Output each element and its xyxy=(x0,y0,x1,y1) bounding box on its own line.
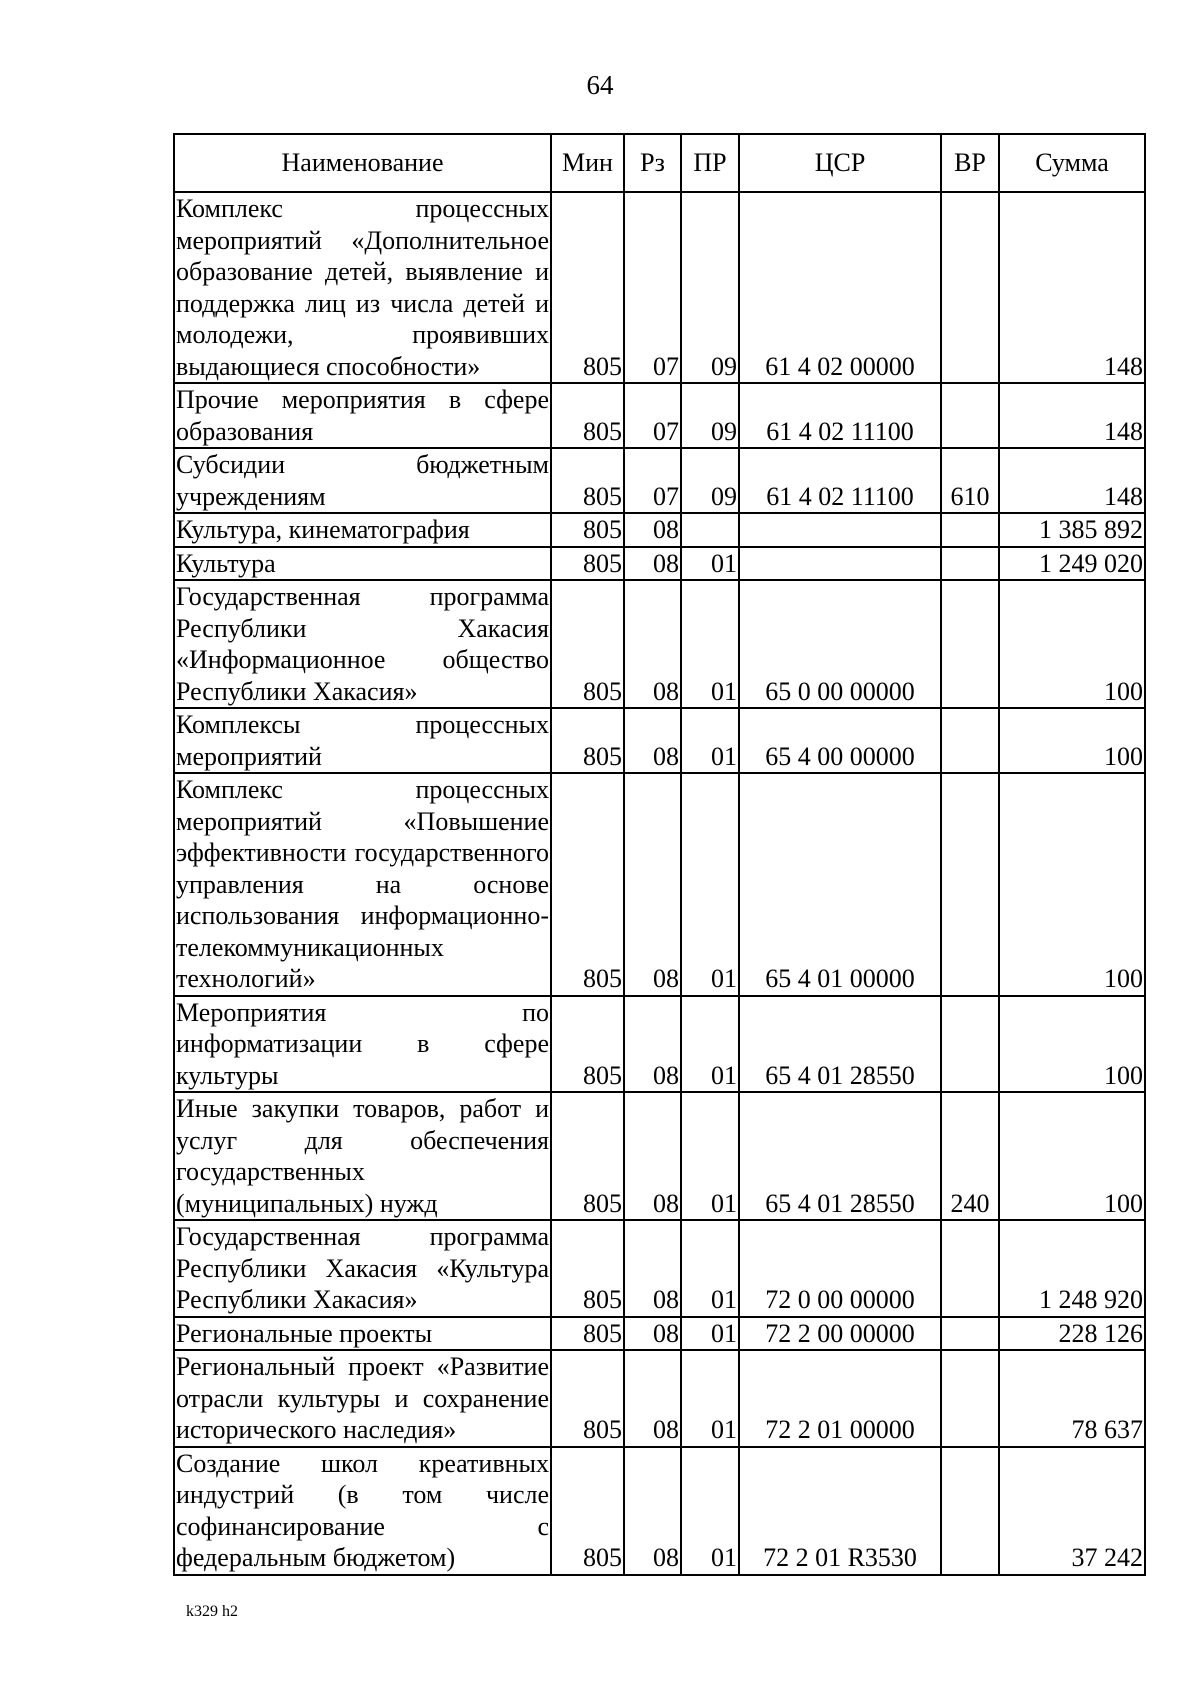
cell-min: 805 xyxy=(551,708,624,773)
cell-vr xyxy=(941,1220,999,1317)
cell-csr: 65 4 01 00000 xyxy=(739,773,941,996)
cell-vr xyxy=(941,708,999,773)
cell-sum: 78 637 xyxy=(999,1350,1145,1447)
cell-pr: 09 xyxy=(681,383,739,448)
cell-name: Культура xyxy=(174,547,551,581)
cell-vr: 240 xyxy=(941,1092,999,1220)
cell-pr: 01 xyxy=(681,996,739,1093)
cell-vr xyxy=(941,547,999,581)
cell-min: 805 xyxy=(551,1317,624,1351)
cell-csr: 72 0 00 00000 xyxy=(739,1220,941,1317)
cell-min: 805 xyxy=(551,773,624,996)
cell-sum: 148 xyxy=(999,448,1145,513)
table-row xyxy=(174,773,1145,996)
page-number: 64 xyxy=(586,70,614,100)
cell-vr xyxy=(941,996,999,1093)
cell-name: Комплекс процессных мероприятий «Дополнительное образование детей, выявление и поддержка лиц из числа детей и молодежи, проявивших выдающиеся способности» xyxy=(174,192,551,383)
table-row xyxy=(174,996,1145,1093)
cell-csr: 72 2 00 00000 xyxy=(739,1317,941,1351)
footer-code: k329 h2 xyxy=(186,1603,238,1620)
cell-name: Комплекс процессных мероприятий «Повышение эффективности государственного управления на основе использования информационно-телекоммуникационных технологий» xyxy=(174,773,551,996)
cell-vr xyxy=(941,580,999,708)
cell-csr: 61 4 02 00000 xyxy=(739,192,941,383)
table-row xyxy=(174,1350,1145,1447)
table-row xyxy=(174,1447,1145,1575)
cell-rz: 08 xyxy=(624,513,681,547)
cell-min: 805 xyxy=(551,513,624,547)
cell-rz: 08 xyxy=(624,580,681,708)
cell-sum: 1 248 920 xyxy=(999,1220,1145,1317)
cell-rz: 08 xyxy=(624,547,681,581)
cell-vr xyxy=(941,1350,999,1447)
table-row xyxy=(174,383,1145,448)
cell-pr: 01 xyxy=(681,547,739,581)
cell-name: Государственная программа Республики Хакасия «Информационное общество Республики Хакасия» xyxy=(174,580,551,708)
table-body xyxy=(174,192,1145,1575)
cell-csr: 72 2 01 R3530 xyxy=(739,1447,941,1575)
cell-csr xyxy=(739,513,941,547)
cell-csr: 65 4 00 00000 xyxy=(739,708,941,773)
cell-min: 805 xyxy=(551,192,624,383)
cell-csr: 61 4 02 11100 xyxy=(739,448,941,513)
cell-pr: 09 xyxy=(681,448,739,513)
cell-vr xyxy=(941,1447,999,1575)
cell-sum: 148 xyxy=(999,192,1145,383)
cell-csr: 72 2 01 00000 xyxy=(739,1350,941,1447)
cell-vr xyxy=(941,192,999,383)
cell-name: Региональный проект «Развитие отрасли культуры и сохранение исторического наследия» xyxy=(174,1350,551,1447)
budget-table xyxy=(173,133,1146,1576)
cell-name: Субсидии бюджетным учреждениям xyxy=(174,448,551,513)
cell-pr: 01 xyxy=(681,1317,739,1351)
cell-name: Региональные проекты xyxy=(174,1317,551,1351)
table-row xyxy=(174,708,1145,773)
header-sum: Сумма xyxy=(999,134,1145,192)
table-header-row xyxy=(174,134,1145,192)
cell-sum: 37 242 xyxy=(999,1447,1145,1575)
cell-min: 805 xyxy=(551,1220,624,1317)
table-row xyxy=(174,1092,1145,1220)
cell-sum: 148 xyxy=(999,383,1145,448)
header-min: Мин xyxy=(551,134,624,192)
cell-csr xyxy=(739,547,941,581)
cell-min: 805 xyxy=(551,1092,624,1220)
cell-min: 805 xyxy=(551,996,624,1093)
cell-vr xyxy=(941,383,999,448)
cell-name: Прочие мероприятия в сфере образования xyxy=(174,383,551,448)
cell-pr: 01 xyxy=(681,1220,739,1317)
cell-rz: 08 xyxy=(624,1220,681,1317)
cell-sum: 100 xyxy=(999,580,1145,708)
cell-rz: 08 xyxy=(624,1317,681,1351)
table-row xyxy=(174,1317,1145,1351)
cell-pr: 01 xyxy=(681,1447,739,1575)
table-row xyxy=(174,580,1145,708)
cell-pr: 01 xyxy=(681,1350,739,1447)
header-rz: Рз xyxy=(624,134,681,192)
cell-min: 805 xyxy=(551,448,624,513)
cell-min: 805 xyxy=(551,1350,624,1447)
cell-min: 805 xyxy=(551,383,624,448)
cell-csr: 61 4 02 11100 xyxy=(739,383,941,448)
cell-rz: 07 xyxy=(624,192,681,383)
cell-pr: 01 xyxy=(681,580,739,708)
cell-sum: 1 249 020 xyxy=(999,547,1145,581)
cell-name: Иные закупки товаров, работ и услуг для обеспечения государственных (муниципальных) нужд xyxy=(174,1092,551,1220)
table-row xyxy=(174,513,1145,547)
cell-name: Создание школ креативных индустрий (в том числе софинансирование с федеральным бюджетом) xyxy=(174,1447,551,1575)
header-name: Наименование xyxy=(174,134,551,192)
table-row xyxy=(174,547,1145,581)
header-csr: ЦСР xyxy=(739,134,941,192)
cell-pr xyxy=(681,513,739,547)
cell-pr: 01 xyxy=(681,1092,739,1220)
cell-csr: 65 4 01 28550 xyxy=(739,1092,941,1220)
cell-rz: 08 xyxy=(624,1447,681,1575)
cell-csr: 65 0 00 00000 xyxy=(739,580,941,708)
cell-rz: 08 xyxy=(624,1092,681,1220)
table-row xyxy=(174,448,1145,513)
cell-name: Комплексы процессных мероприятий xyxy=(174,708,551,773)
header-vr: ВР xyxy=(941,134,999,192)
cell-name: Мероприятия по информатизации в сфере культуры xyxy=(174,996,551,1093)
header-pr: ПР xyxy=(681,134,739,192)
cell-sum: 100 xyxy=(999,1092,1145,1220)
cell-min: 805 xyxy=(551,580,624,708)
cell-rz: 07 xyxy=(624,383,681,448)
cell-rz: 08 xyxy=(624,773,681,996)
cell-sum: 100 xyxy=(999,773,1145,996)
cell-vr xyxy=(941,1317,999,1351)
cell-rz: 08 xyxy=(624,1350,681,1447)
cell-sum: 1 385 892 xyxy=(999,513,1145,547)
cell-vr xyxy=(941,773,999,996)
cell-min: 805 xyxy=(551,547,624,581)
cell-pr: 01 xyxy=(681,773,739,996)
cell-sum: 228 126 xyxy=(999,1317,1145,1351)
cell-rz: 08 xyxy=(624,708,681,773)
cell-rz: 08 xyxy=(624,996,681,1093)
table-row xyxy=(174,1220,1145,1317)
cell-pr: 09 xyxy=(681,192,739,383)
cell-name: Культура, кинематография xyxy=(174,513,551,547)
cell-vr: 610 xyxy=(941,448,999,513)
cell-pr: 01 xyxy=(681,708,739,773)
cell-csr: 65 4 01 28550 xyxy=(739,996,941,1093)
cell-sum: 100 xyxy=(999,708,1145,773)
cell-sum: 100 xyxy=(999,996,1145,1093)
cell-vr xyxy=(941,513,999,547)
cell-rz: 07 xyxy=(624,448,681,513)
cell-min: 805 xyxy=(551,1447,624,1575)
cell-name: Государственная программа Республики Хакасия «Культура Республики Хакасия» xyxy=(174,1220,551,1317)
table-row xyxy=(174,192,1145,383)
